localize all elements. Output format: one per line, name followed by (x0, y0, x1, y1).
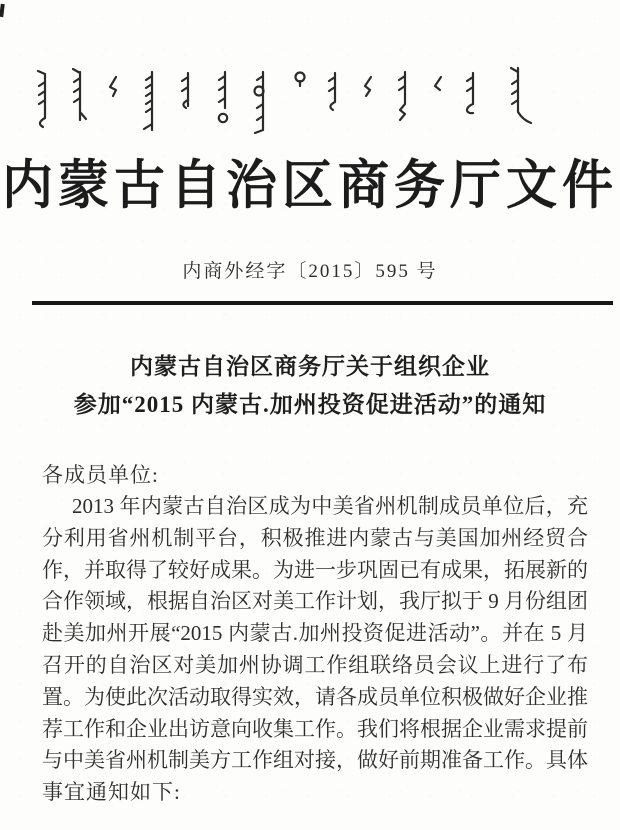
letterhead-divider-rule (32, 301, 613, 305)
notice-title (20, 348, 600, 424)
body-line: 赴美加州开展“2015 内蒙古.加州投资促进活动”。并在 5 月 (42, 621, 588, 646)
mongolian-script-row (30, 60, 590, 138)
salutation: 各成员单位: (42, 463, 159, 487)
body-line: 分利用省州机制平台，积极推进内蒙古与美国加州经贸合 (42, 525, 588, 550)
body-line: 2013 年内蒙古自治区成为中美省州机制成员单位后，充 (72, 494, 588, 518)
body-line: 事宜通知如下: (42, 780, 181, 805)
body-line: 作，并取得了较好成果。为进一步巩固已有成果，拓展新的 (42, 557, 588, 582)
body-line: 与中美省州机制美方工作组对接，做好前期准备工作。具体 (42, 748, 588, 773)
notice-body (42, 491, 588, 809)
notice-title-line2: 参加“2015 内蒙古.加州投资促进活动”的通知 (73, 392, 547, 417)
body-line: 置。为使此次活动取得实效，请各成员单位积极做好企业推 (42, 684, 588, 709)
letterhead-org-title: 内蒙古自治区商务厅文件 (1, 157, 618, 216)
body-line: 荐工作和企业出访意向收集工作。我们将根据企业需求提前 (42, 716, 588, 741)
scan-artifact (0, 4, 5, 17)
notice-title-line1: 内蒙古自治区商务厅关于组织企业 (130, 354, 490, 379)
body-line: 召开的自治区对美加州协调工作组联络员会议上进行了布 (42, 652, 588, 677)
body-line: 合作领域，根据自治区对美工作计划，我厅拟于 9 月份组团 (42, 589, 588, 614)
doc-number: 内商外经字〔2015〕595 号 (182, 261, 438, 282)
